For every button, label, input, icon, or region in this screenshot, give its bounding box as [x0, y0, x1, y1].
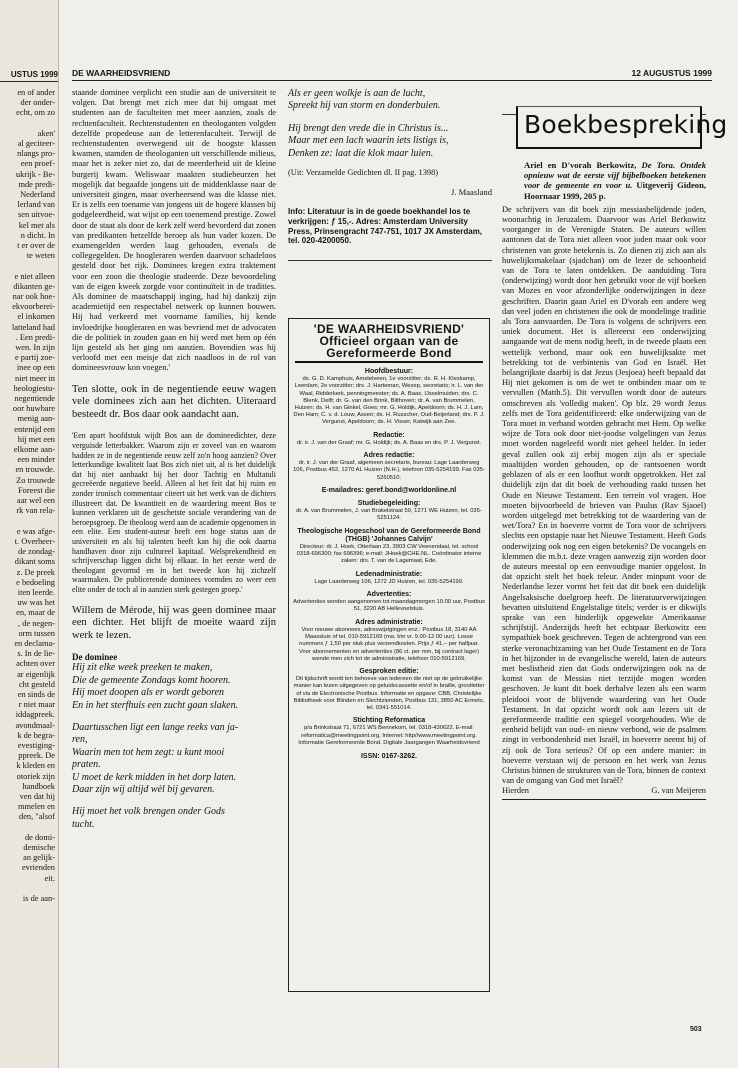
paragraph: staande dominee verplicht een studie aan de universiteit te volgen. Dat brengt met zich mee dat hij omgaat met studenten aan de faculteiten met meer aanzien, zoals de rechtenfaculteit. Rechtenstudenten en theologanten volgden dezelfde propedeuse aan de letterenfaculteit. Terwijl de rechtenstudenten overwegend uit de hoogste klassen kwamen, stamden de theologanten uit verschillende milieus, maar het is zeker niet zo, dat de meerderheid uit de kleine burgerij kwam. Weliswaar maakten studiebeurzen het mogelijk dat begaafde jongens uit de middenklasse naar de universiteit gingen, maar overheersend was die klasse niet. Er is zelfs een toename van jongens uit de hogere klassen bij godgeleerdheid, wat wijst op een toenemend prestige. Zowel door de staat als door de kerk zelf werd bevorderd dat zonen van predikanten hetzelfde beroep als hun vader kozen. De examengelden werden laag gehouden, evenals de collegegelden. De hoogleraren werden daarvoor schadeloos gesteld door het rijk. Dominees kregen extra traktement voor een zoon die theologie studeerde. Deze bevoordeling van de eigen kweek zorgde voor continuïteit in de tradities. Als dominee de maatschappij inging, had hij dankzij zijn academietijd een respectabel netwerk op kunnen bouwen. Hij had verkeerd met voorname families, hij kende invloedrijke hoogleraren en was bevriend met de advocaten die de politiek in zouden gaan en hij werd met hem op één lijn gesteld als het ging om aanzien. Bovendien was hij verloofd met een meisje dat zich naadloos in de rol van domineesvrouw kon voegen.': [72, 88, 276, 373]
text-line: el inkomen: [17, 312, 55, 322]
publication-name: DE WAARHEIDSVRIEND: [72, 68, 171, 78]
colophon-title-line: Gereformeerde Bond: [326, 346, 452, 360]
previous-page-text: [1, 88, 55, 904]
text-line: s. In de lie-: [17, 649, 55, 659]
text-line: en of ander: [17, 88, 55, 97]
colophon-section: [289, 487, 489, 495]
text-line: dikanten ge-: [13, 281, 55, 291]
text-line: en trouwde.: [15, 465, 55, 475]
section-label: Boekbespreking: [524, 110, 728, 139]
column-middle: [288, 88, 492, 261]
running-header: [72, 68, 712, 81]
text-line: achten over: [16, 659, 55, 669]
review-body: De schrijvers van dit boek zijn messiasbelijdende joden, woonachtig in Jeruzalem. Daarvoor was Ariel Berkowitz voorganger in de Verenigde Staten. De auteurs willen aantonen dat de Tora niet alleen voor joden maar ook voor christenen van grote betekenis is. Zo dienen zij zich aan als huwelijksmakelaar (sjadchan) om de lezer de schoonheid van de Tora te laten ontdekken. De aanduiding Tora (onderwijzing) wordt door hen gebruikt voor de vijf boeken van Mozes en voor afzonderlijke onderwijzingen in deze geschriften. Daarin gaan Ariel en D'vorah een andere weg dan veel joden en christenen die ook de mondelinge traditie als Tora aanvaarden. De Tora is volgens de schrijvers een uniek document. Het is allereerst een onderwijzing aangaande wat de mens nodig heeft, in de tweede plaats een wettelijk verbond, maar ook een huwelijksakte met betrekking tot de verbintenis van God en Israël. Het belangrijkste daarbij is dat Jezus (Jesjoea) heeft bepaald dat Hij niet gekomen is om de wet te ontbinden maar om te vervullen (Matth.5). Dit vervullen wordt door de auteurs omschreven als 'volledig maken'. Op blz. 29 wordt Jezus zelfs met de Tora geïdentificeerd: elke onderwijzing van de Tora moet in verband worden gebracht met Hem. Op welke wijze de Tora ook door niet-joodse volgelingen van Jezus moet worden nageleefd wordt niet geheel helder. In ieder geval zullen ook zij erbij mogen zijn als er speciale maaltijden worden gehouden, op de rantsoenen wordt geblazen of als er een loofhut wordt opgetrokken. Het zal duidelijk zijn dat dit boek de verhouding raakt tussen het Oude en Nieuwe Testament. Een terrein vol vragen. Hoe moeten bijvoorbeeld de brieven van Paulus (Rav Sjaoel) worden uitgelegd met betrekking tot de waardering van de wet/Tora? En in hoeverre vormt de Tora voor de schrijvers slechts een opstapje naar het Nieuwe Testament. Heeft Gods onderwijzing ook nog een eigen betekenis? De vocangels en klemmen die m.b.t. deze vragen aanwezig zijn worden door de auteurs meestal op een eenvoudige manier opgelost. In dat opzicht stelt het boek teleur. Ander minpunt voor de Nederlandse lezer vormt het feit dat dit boek een duidelijk Angelsaksische doelgroep heeft. De literatuurverwijzingen bevatten uitsluitend Engelstalige titels; verder is er dikwijls sprake van een hinderlijk opgewekte Amerikaanse schrijfstijl. Anderzijds heeft het echtpaar Berkowitz een sympathiek boek geschreven. Tegen de achtergrond van een sterke veronachtzaming van het Oude Testament en de Tora in het bijzonder in de evangelische wereld, laten de auteurs met beslistheid zien dat Gods onderwijzingen ook na de komst van de Messias niet terzijde mogen worden geschoven. Je kunt dit boek derhalve lezen als een warm pleidooi voor de blijvende waardering van het Oude Testament. In dat opzicht wordt ook aan lezers uit de gereformeerde traditie een spiegel voorgehouden. Wie de eenheid belijdt van oud- en nieuw verbond, wie de psalmen zingt in verbondenheid met Israël, in hoeverre neemt hij of zij ook de Tora serieus? Of op een andere manier: in hoeverre verstaan wij de persoon en het werk van Jezus Christus binnen de strukturen van de Tora, binnen de context van de omgang van God met Israël?: [502, 204, 706, 786]
text-line: ppreek. De: [18, 751, 55, 761]
colophon-heading: Advertenties:: [366, 591, 412, 599]
poem-stanza: [72, 806, 276, 831]
colophon-text: Advertenties worden aangenomen tot maandagmorgen 10.00 uur, Postbus 51, 3220 AB Hellevoetsluis.: [293, 599, 485, 613]
divider: [502, 114, 516, 115]
text-line: is de aan-: [22, 893, 55, 903]
text-line: [1, 261, 55, 271]
text-line: iddagpreek.: [15, 710, 55, 720]
paragraph: Ten slotte, ook in de negentiende eeuw wagen vele dominees zich aan het dichten. Uiteraard besteedt dr. Bos daar ook aandacht aan.: [72, 383, 276, 420]
text-line: mmelen en: [18, 802, 55, 812]
text-line: lerland van: [17, 200, 55, 210]
colophon-text: p/a Brinkstraat 71, 6721 WS Bennekom, tel. 0318-430622. E-mail: reformatica@meetingpoint.org. Internet: http//www.meetingpoint.org. Informatie Gereformeerde Bond. Digitale Jaargangen Waarheidsvriend: [298, 725, 480, 746]
colophon-section: [289, 500, 489, 523]
text-line: , de negen-: [18, 618, 55, 628]
poem-stanza: [72, 662, 276, 712]
poem-stanza: [72, 722, 276, 796]
colophon-title: [295, 323, 483, 359]
text-line: otoriek zijn: [16, 771, 55, 781]
colophon-heading: Ledenadministratie:: [355, 570, 423, 578]
text-line: oor huwbare: [12, 404, 55, 414]
text-line: sen uitvoe-: [18, 210, 55, 220]
text-line: rk van rela-: [16, 506, 55, 516]
page-number: 503: [690, 1026, 702, 1033]
colophon-title-line: Officieel orgaan van de: [319, 334, 459, 348]
text-line: elkome aan-: [13, 445, 55, 455]
text-line: Maar met een lach waarin iets listigs is,: [288, 135, 449, 147]
text-line: orm tussen: [18, 628, 55, 638]
colophon-sections: [289, 368, 489, 747]
colophon-heading: Adres redactie:: [363, 452, 415, 460]
text-line: tucht.: [72, 818, 95, 830]
column-left: [72, 88, 276, 831]
text-line: [1, 517, 55, 527]
text-line: ukrijk - Be-: [15, 169, 55, 179]
text-line: t. Overheer-: [14, 536, 55, 546]
text-line: k de begra-: [17, 730, 55, 740]
colophon-text: dr. ir. J. van der Graaf; mr. G. Holdijk; ds. A. Baas en drs. P. J. Vergunst.: [296, 439, 482, 446]
colophon-section: [289, 571, 489, 586]
text-line: aar wel een: [16, 496, 55, 506]
text-line: e bedoeling: [16, 577, 55, 587]
colophon-text: ds. G. D. Kamphuis, Amstelveen, 1e voorzitter; ds. R. H. Kleskamp, Leerdam, 2e voorzitter; drs. J. Harteman, Wezep, secretaris; ir. L. van der Waal, Ridderkerk, penningmeester; ds. A. Baas, IJsselmuiden; drs. C. Blenk, Delft; dr. G. van den Brink, Bilthoven; dr. A. van Brummelen, Huizen; ds. H. van Ginkel, Goes; mr. G. Holdijk, Apeldoorn; ds. H. J. Lam, Den Ham; C. v. d. Louw, Assen; ds. H. Russcher, Oud-Beijerland; drs. P. J. Vergunst, Apeldoorn; ds. H. Visser, Katwijk aan Zee.: [293, 376, 485, 426]
text-line: r niet maar: [18, 700, 55, 710]
text-line: ven dat hij: [19, 791, 55, 801]
poem-stanza: [288, 88, 492, 113]
poem-stanza: [288, 123, 492, 160]
text-line: eit.: [44, 873, 55, 883]
poem-title: De dominee: [72, 652, 118, 663]
text-line: een proef-: [20, 159, 55, 169]
colophon-section: [289, 368, 489, 427]
text-line: Zo trouwde: [16, 475, 55, 485]
text-line: al geciteer-: [17, 139, 55, 148]
text-line: Daar zijn wij altijd wèl bij gevaren.: [72, 784, 215, 795]
review-place: Hierden: [502, 786, 529, 796]
text-line: Die de gemeente Zondags komt hooren.: [72, 674, 231, 686]
previous-page-header: USTUS 1999: [0, 70, 58, 82]
text-line: En in het sterfhuis een zucht gaan slaken.: [72, 699, 239, 711]
text-line: heologiestu-: [13, 383, 55, 393]
text-line: [1, 119, 55, 129]
text-line: te weten: [26, 251, 55, 261]
colophon-text: dr. A. van Brummelen, J. van Brakelstraat 59, 1271 WE Huizen, tel. 035-5251124.: [296, 508, 482, 522]
text-line: avondmaal-: [15, 720, 55, 730]
text-line: Als er geen wolkje is aan de lucht,: [288, 88, 426, 99]
text-line: k kleden en: [16, 761, 55, 771]
text-line: mde predi-: [18, 179, 55, 189]
colophon-heading: Theologische Hogeschool van de Gereformeerde Bond (THGB) 'Johannes Calvijn': [297, 527, 481, 543]
previous-page-edge: [0, 0, 59, 1068]
text-line: demische: [23, 842, 55, 852]
colophon-text: Voor nieuwe abonnees, adreswijzigingen enz.: Postbus 18, 3140 AA Maassluis of tel. 010-5912169 (ma. t/m vr. 9.00-12.00 uur). Losse nummers ƒ 1,50 per stuk plus verzendkosten. Prijs ƒ 41,– per halfjaar. Voor abonnementen en advertenties (86 ct. per mm, bij contract lager) wende men zich tot de administratie, telefoon 010-5912169.: [298, 626, 480, 662]
text-line: kel met als: [18, 220, 55, 230]
colophon-heading: Adres administratie:: [355, 618, 423, 626]
section-label-box: [502, 88, 728, 154]
text-line: Hij moet het volk brengen onder Gods: [72, 806, 225, 818]
colophon-rule: [295, 361, 483, 363]
text-line: ekvoorberei-: [12, 302, 55, 312]
text-line: der onder-: [20, 98, 55, 108]
colophon-section: [289, 717, 489, 747]
text-line: Daartusschen ligt een lange reeks van ja-: [72, 721, 239, 733]
text-line: z. De preek: [16, 567, 55, 577]
text-line: ar eigenlijk: [17, 669, 55, 679]
text-line: Denken ze: laat die klok maar luien.: [288, 147, 434, 159]
text-line: aken': [37, 128, 55, 138]
text-line: menig aan-: [17, 414, 55, 424]
review-footer: [502, 786, 706, 795]
text-line: praten.: [72, 759, 101, 771]
text-line: e partij zoe-: [15, 353, 55, 363]
text-line: n dicht. In: [20, 230, 55, 240]
text-line: Hij moet doopen als er wordt geboren: [72, 687, 225, 699]
text-line: U moet de kerk midden in het dorp laten.: [72, 771, 237, 783]
colophon-section: [289, 591, 489, 614]
colophon-heading: Studiebegeleiding:: [357, 500, 421, 508]
text-line: cht gesteld: [18, 679, 55, 689]
text-line: dikant soms: [14, 557, 55, 567]
text-line: Spreekt hij van storm en donderbuien.: [288, 100, 441, 112]
text-line: nar ook hoe-: [12, 292, 55, 302]
text-line: entenijd een: [14, 424, 55, 434]
text-line: wen. In zijn: [15, 343, 55, 353]
text-line: inee op een: [16, 363, 55, 373]
colophon-title-line: 'DE WAARHEIDSVRIEND': [313, 322, 465, 336]
text-line: en declama-: [14, 638, 55, 648]
issue-date: 12 AUGUSTUS 1999: [631, 68, 712, 78]
colophon-text: Dit tijdschrift wordt ten behoeve van iedereen die niet op de gebruikelijke manier kan lezen uitgegeven op geluidscassette en/of in braille, grootletter of via de Electronische Postbus. Informatie en opgave: CBB, Christelijke Bibliotheek voor Blinden en Slechtzienden, Postbus 131, 3850 AC Ermelo, tel. 0341-551014.: [293, 676, 485, 711]
text-line: niet meer in: [15, 373, 55, 383]
text-line: evrienden: [21, 863, 55, 873]
colophon-text: Lage Laarderweg 106, 1272 JD Huizen, tel. 035-5254199.: [314, 578, 464, 585]
colophon-section: [289, 668, 489, 712]
colophon-text: Directeur: dr. J. Hoek, Otterlaan 23, 3903 CW Veenendaal, tel. school 0318-696300; fax 696396; e-mail: JHoek@CHE.NL. Coördinator interne zaken: drs. T. van de Lagemaat, Ede.: [296, 544, 482, 565]
book-title: De Tora. Ontdek opnieuw wat de eerste vijf bijbelboeken betekenen voor de gemeente en voor u.: [524, 160, 706, 191]
text-line: Waarin men tot hem zegt: u kunt mooi: [72, 746, 225, 758]
text-line: [1, 823, 55, 833]
text-line: de domi-: [24, 832, 55, 842]
column-right: [502, 88, 728, 800]
colophon-box: [288, 318, 490, 992]
colophon-heading: Redactie:: [373, 431, 405, 439]
issn: ISSN: 0167-3262.: [360, 752, 418, 760]
text-line: [1, 884, 55, 894]
paragraph: Willem de Mérode, hij was geen dominee maar een dichter. Het blijft de moeite waard zijn werk te lezen.: [72, 604, 276, 641]
text-line: en sinds de: [17, 689, 55, 699]
quotation: 'Een apart hoofdstuk wijdt Bos aan de domineedichter, deze verguisde letterbakker. Waarom zijn er zoveel van en waarom hadden ze in de negentiende eeuw zelf zo'n hoog aanzien? Over letterkundige kwaliteit laat Bos zich niet uit, al is het duidelijk dat hij niet aanhaakt bij het door Tachtig en Multatuli gecreëerde negatieve beeld. Alleen al het feit dat hij ruim en zonder ironisch commentaar citeert uit het werk van de dichters illustreert dat. De kwantiteit en de waardering meent Bos te kunnen verklaren uit de geschetste sociale verandering van de beroepsgroep. De theoloog werd aan de academie opgenomen in een elite. Een student-auteur heeft een hoge status aan de universiteit en als hij talenten heeft kan hij die ook daarna handhaven door zijn cultureel kapitaal. Welsprekendheid en schrijverschap liggen dicht bij elkaar. In het eerste werd de theologant gevormd en in het tweede kon hij zichzelf waarmaken. De publicerende dominees vormden zo weer een elite onder de toch al in aanzien sterk gestegen groep.': [72, 431, 276, 594]
text-line: een minder: [17, 455, 55, 465]
text-line: handboek: [22, 781, 55, 791]
text-line: Hij brengt den vrede die in Christus is...: [288, 122, 449, 134]
text-line: Nederland: [20, 190, 55, 200]
text-line: negentiende: [14, 394, 55, 404]
text-line: evestiging-: [17, 740, 55, 750]
text-line: nlangs pro-: [17, 149, 55, 159]
text-line: e niet alleen: [14, 271, 55, 281]
text-line: hij met een: [17, 434, 55, 444]
text-line: iten leerde.: [17, 587, 55, 597]
text-line: Foreest die: [18, 485, 55, 495]
book-authors: Ariel en D'vorah Berkowitz,: [524, 160, 637, 170]
colophon-section: [289, 452, 489, 482]
text-line: t er over de: [17, 241, 55, 251]
colophon-section: [289, 528, 489, 566]
colophon-text: dr. ir. J. van der Graaf, algemeen secretaris, bureau: Lage Laarderweg 106, Postbus 452, 1270 AL Huizen (N.H.), telefoon 035-5254199. Fax 035-5260510.: [293, 460, 485, 481]
text-line: en, maar de: [16, 608, 55, 618]
poem-source: (Uit: Verzamelde Gedichten dl. II pag. 1398): [288, 168, 439, 178]
text-line: latteland had: [11, 322, 55, 332]
divider: [288, 260, 492, 261]
info-note: Info: Literatuur is in de goede boekhandel los te verkrijgen: ƒ 15,-. Adres: Amsterdam University Press, Prinsengracht 747-751, 1017 JX Amsterdam, tel. 020-4200050.: [288, 207, 483, 246]
book-reference: [524, 160, 706, 201]
colophon-heading: E-mailadres: geref.bond@worldonline.nl: [321, 486, 457, 494]
colophon-heading: Hoofdbestuur:: [364, 368, 414, 375]
reviewer-name: G. van Meijeren: [651, 786, 706, 796]
colophon-heading: Stichting Reformatica: [352, 717, 426, 725]
text-line: echt, om zo: [16, 108, 55, 118]
text-line: an gelijk-: [23, 853, 55, 863]
text-line: den, "alsof: [19, 812, 55, 822]
colophon-section: [289, 619, 489, 663]
colophon-heading: Gesproken editie:: [359, 667, 419, 675]
book-publisher: Uitgeverij Gideon, Hoornaar 1999, 205 p.: [524, 180, 706, 201]
text-line: Hij zit elke week preeken te maken,: [72, 662, 213, 674]
text-line: uw was het: [17, 598, 55, 608]
colophon-section: [289, 432, 489, 447]
author-signature: J. Maasland: [450, 187, 492, 198]
text-line: de zondag-: [18, 547, 55, 557]
text-line: ren,: [72, 734, 88, 746]
text-line: e was afge-: [16, 526, 55, 536]
divider: [502, 799, 706, 800]
text-line: . Een predi-: [15, 332, 55, 342]
